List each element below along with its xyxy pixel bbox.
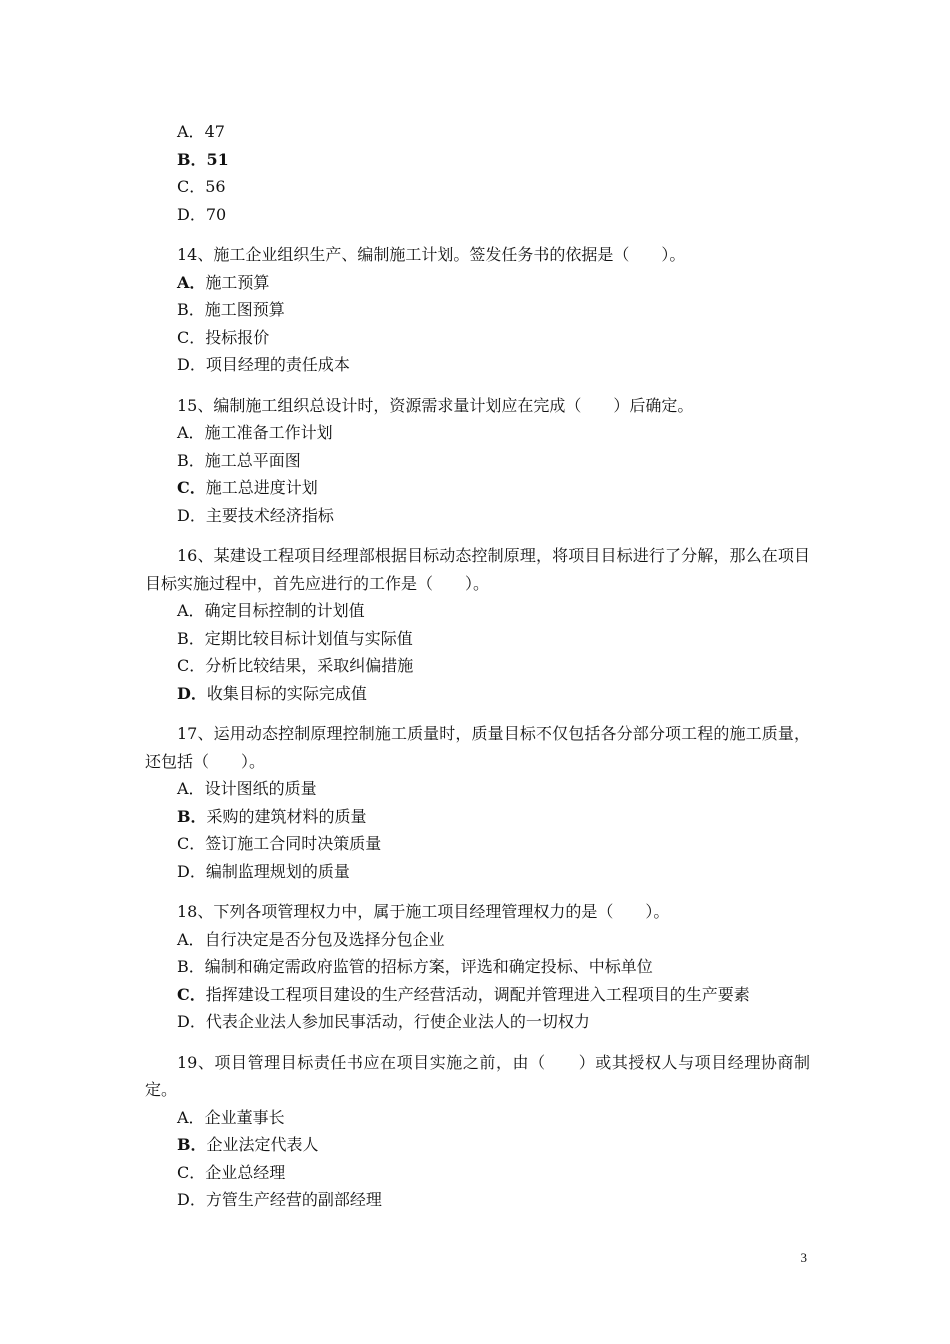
question-14 <box>145 241 810 379</box>
option-letter: B． <box>177 450 205 470</box>
option-b <box>145 953 810 981</box>
question-16 <box>145 542 810 707</box>
option-text: 签订施工合同时决策质量 <box>205 834 382 853</box>
option-d <box>145 858 810 886</box>
option-text: 分析比较结果，采取纠偏措施 <box>205 656 414 675</box>
option-b <box>145 1131 810 1159</box>
q13-option-d <box>145 201 810 229</box>
option-a <box>145 1104 810 1132</box>
option-text: 自行决定是否分包及选择分包企业 <box>204 929 445 949</box>
option-letter: D． <box>177 505 206 525</box>
option-c <box>145 830 810 858</box>
question-15 <box>145 392 810 530</box>
option-letter: B． <box>177 628 205 648</box>
option-b <box>145 447 810 475</box>
option-text: 47 <box>204 122 225 141</box>
option-letter: C． <box>177 327 206 347</box>
option-letter: A． <box>177 1107 205 1127</box>
option-text: 设计图纸的质量 <box>204 779 317 798</box>
option-text: 确定目标控制的计划值 <box>204 601 365 620</box>
option-text: 编制和确定需政府监管的招标方案，评选和确定投标、中标单位 <box>204 957 653 976</box>
option-letter: A． <box>177 779 205 798</box>
option-d <box>145 1186 810 1214</box>
option-text: 企业法定代表人 <box>206 1135 319 1154</box>
page-number: 3 <box>800 1250 807 1265</box>
option-text: 投标报价 <box>205 327 270 347</box>
question-stem: 19、项目管理目标责任书应在项目实施之前，由（ ）或其授权人与项目经理协商制定。 <box>145 1052 810 1099</box>
option-letter: C． <box>177 834 206 853</box>
option-letter: A． <box>177 122 205 141</box>
option-letter: B． <box>177 957 205 976</box>
option-a <box>145 597 810 625</box>
question-stem: 18、下列各项管理权力中，属于施工项目经理管理权力的是（ ）。 <box>177 902 670 921</box>
option-text: 企业总经理 <box>205 1162 286 1182</box>
option-letter: B． <box>177 300 205 319</box>
option-c <box>145 324 810 352</box>
question-19 <box>145 1049 810 1214</box>
option-b <box>145 625 810 653</box>
option-letter: D． <box>177 1190 206 1209</box>
option-b <box>145 296 810 324</box>
option-a <box>145 269 810 297</box>
question-stem: 16、某建设工程项目经理部根据目标动态控制原理，将项目目标进行了分解，那么在项目目标实施过程中，首先应进行的工作是（ ）。 <box>145 546 810 593</box>
option-a <box>145 419 810 447</box>
option-letter: C． <box>177 177 206 196</box>
option-letter: D． <box>177 204 206 224</box>
option-text: 项目经理的责任成本 <box>205 355 350 374</box>
option-text: 定期比较目标计划值与实际值 <box>204 628 413 648</box>
option-letter: B． <box>177 149 207 169</box>
question-17 <box>145 720 810 885</box>
option-a <box>145 926 810 954</box>
option-letter: C． <box>177 656 206 675</box>
option-text: 企业董事长 <box>204 1107 285 1127</box>
option-text: 施工图预算 <box>204 300 285 319</box>
q13-option-c <box>145 173 810 201</box>
option-c <box>145 1159 810 1187</box>
option-text: 代表企业法人参加民事活动，行使企业法人的一切权力 <box>205 1012 590 1031</box>
option-text: 方管生产经营的副部经理 <box>205 1190 382 1209</box>
q13-options <box>145 118 810 228</box>
option-d <box>145 502 810 530</box>
option-d <box>145 680 810 708</box>
question-stem: 15、编制施工组织总设计时，资源需求量计划应在完成（ ）后确定。 <box>177 395 694 415</box>
option-letter: A． <box>177 272 206 292</box>
option-letter: C． <box>177 984 206 1004</box>
option-letter: D． <box>177 861 206 881</box>
option-text: 编制监理规划的质量 <box>205 861 350 881</box>
q13-option-a <box>145 118 810 146</box>
q13-option-b <box>145 146 810 174</box>
question-18 <box>145 898 810 1036</box>
option-a <box>145 775 810 803</box>
option-b <box>145 803 810 831</box>
option-c <box>145 981 810 1009</box>
option-letter: D． <box>177 355 206 374</box>
option-text: 施工总进度计划 <box>205 478 318 497</box>
option-text: 51 <box>206 149 229 169</box>
option-letter: D． <box>177 683 207 703</box>
option-text: 采购的建筑材料的质量 <box>206 806 367 826</box>
option-text: 主要技术经济指标 <box>205 505 334 525</box>
option-text: 收集目标的实际完成值 <box>206 683 367 703</box>
option-letter: C． <box>177 478 206 497</box>
option-text: 70 <box>205 204 227 224</box>
option-letter: D． <box>177 1012 206 1031</box>
option-letter: B． <box>177 806 207 826</box>
question-stem: 14、施工企业组织生产、编制施工计划。签发任务书的依据是（ ）。 <box>177 245 686 264</box>
option-letter: A． <box>177 601 205 620</box>
option-d <box>145 351 810 379</box>
option-letter: C． <box>177 1162 206 1182</box>
option-text: 施工预算 <box>205 272 270 292</box>
option-c <box>145 474 810 502</box>
page-content <box>145 118 810 1214</box>
option-text: 施工准备工作计划 <box>204 423 333 442</box>
option-letter: A． <box>177 929 205 949</box>
option-text: 指挥建设工程项目建设的生产经营活动，调配并管理进入工程项目的生产要素 <box>205 984 750 1004</box>
option-d <box>145 1008 810 1036</box>
question-stem: 17、运用动态控制原理控制施工质量时，质量目标不仅包括各分部分项工程的施工质量，还包括（ ）。 <box>145 724 810 771</box>
option-text: 施工总平面图 <box>204 450 301 470</box>
option-c <box>145 652 810 680</box>
option-text: 56 <box>205 177 226 196</box>
option-letter: B． <box>177 1135 207 1154</box>
option-letter: A． <box>177 423 205 442</box>
